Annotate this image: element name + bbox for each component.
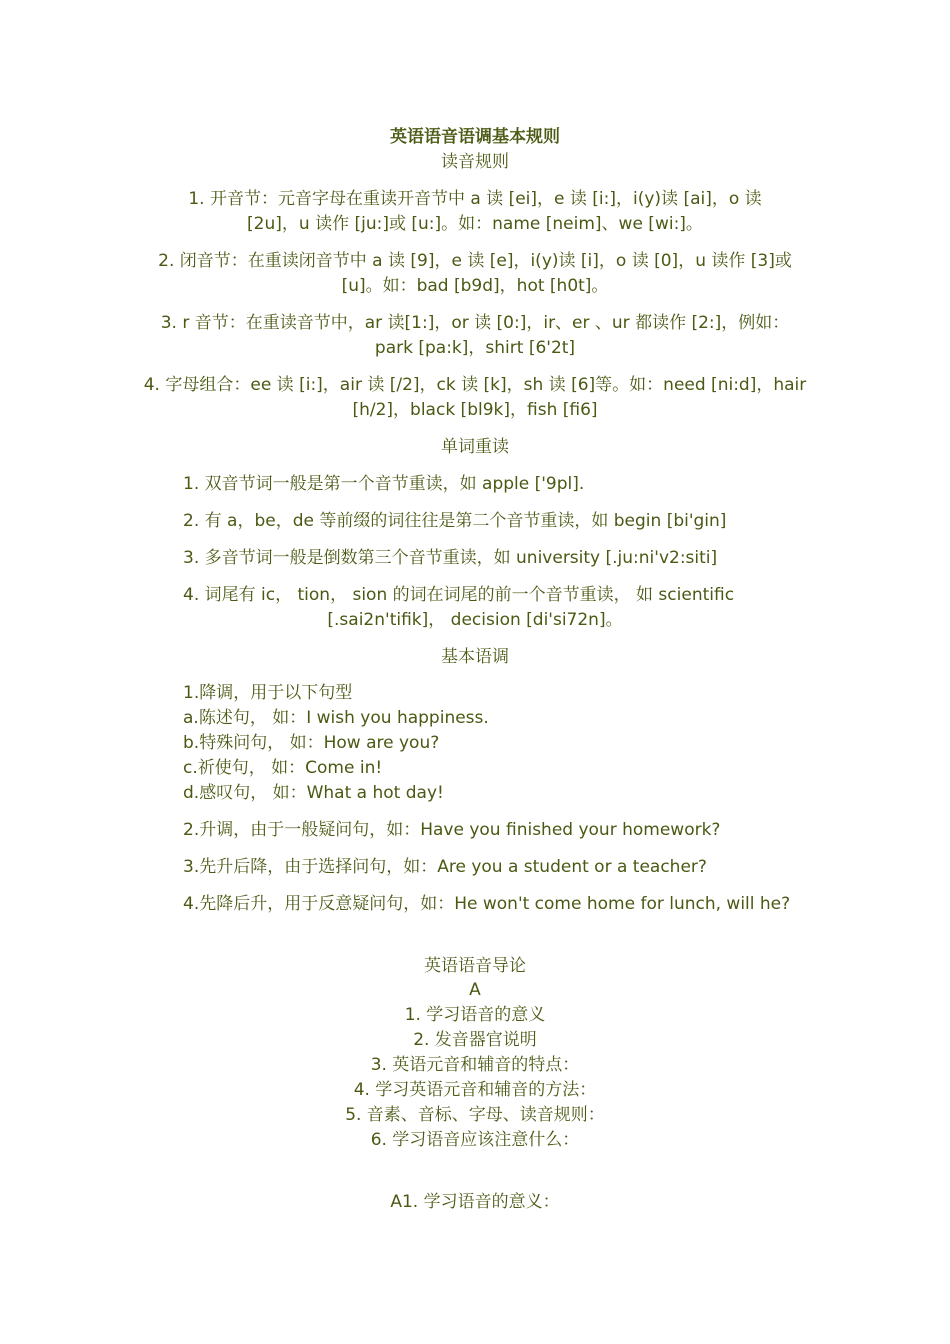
- reading-rule-4-line-1: 4. 字母组合：ee 读 [i:]，air 读 [/2]，ck 读 [k]，sh 读 [6]等。如：need [ni:d]，hair: [143, 375, 807, 395]
- falling-tone-heading: 1.降调，用于以下句型: [183, 683, 353, 703]
- reading-rule-1-line-1: 1. 开音节：元音字母在重读开音节中 a 读 [ei]，e 读 [i:]，i(y)读 [ai]，o 读: [188, 189, 762, 209]
- reading-rule-3-line-1: 3. r 音节：在重读音节中，ar 读[1:]，or 读 [0:]，ir、er 、ur 都读作 [2:]，例如：: [160, 313, 790, 333]
- intro-section-label: A: [469, 980, 481, 1000]
- rise-fall-tone-rule: 3.先升后降，由于选择问句，如：Are you a student or a teacher?: [183, 857, 707, 877]
- word-stress-rule-1: 1. 双音节词一般是第一个音节重读，如 apple ['9pl].: [183, 474, 585, 494]
- reading-rule-4-line-2: [h/2]，black [bl9k]，fish [fi6]: [352, 400, 598, 420]
- falling-tone-item-b: b.特殊问句， 如：How are you?: [183, 733, 440, 753]
- reading-rule-2-line-2: [u]。如：bad [b9d]，hot [h0t]。: [341, 276, 609, 296]
- word-stress-rule-4-line-2: [.sai2n'tifik]， decision [di'si72n]。: [327, 610, 623, 630]
- falling-tone-item-d: d.感叹句， 如：What a hot day!: [183, 783, 444, 803]
- word-stress-rule-2: 2. 有 a，be，de 等前缀的词往往是第二个音节重读，如 begin [bi'gin]: [183, 511, 727, 531]
- falling-tone-item-a: a.陈述句， 如：I wish you happiness.: [183, 708, 489, 728]
- section-heading-word-stress: 单词重读: [441, 437, 509, 457]
- falling-tone-item-c: c.祈使句， 如：Come in!: [183, 758, 383, 778]
- outline-item-3: 3. 英语元音和辅音的特点：: [370, 1055, 580, 1075]
- word-stress-rule-3: 3. 多音节词一般是倒数第三个音节重读，如 university [.ju:ni'v2:siti]: [183, 548, 718, 568]
- intro-heading: 英语语音导论: [424, 956, 526, 976]
- outline-item-2: 2. 发音器官说明: [413, 1030, 537, 1050]
- outline-item-6: 6. 学习语音应该注意什么：: [370, 1130, 580, 1150]
- reading-rule-2-line-1: 2. 闭音节：在重读闭音节中 a 读 [9]，e 读 [e]，i(y)读 [i]，o 读 [0]，u 读作 [3]或: [158, 251, 792, 271]
- word-stress-rule-4-line-1: 4. 词尾有 ic， tion， sion 的词在词尾的前一个音节重读， 如 scientific: [183, 585, 735, 605]
- section-heading-reading-rules: 读音规则: [441, 152, 509, 172]
- document-title: 英语语音语调基本规则: [390, 127, 560, 147]
- reading-rule-1-line-2: [2u]，u 读作 [ju:]或 [u:]。如：name [neim]、we [wi:]。: [247, 214, 703, 234]
- section-heading-intonation: 基本语调: [441, 647, 509, 667]
- reading-rule-3-line-2: park [pa:k]，shirt [6'2t]: [374, 338, 576, 358]
- rising-tone-rule: 2.升调，由于一般疑问句，如：Have you finished your homework?: [183, 820, 721, 840]
- outline-item-4: 4. 学习英语元音和辅音的方法：: [353, 1080, 597, 1100]
- outline-item-1: 1. 学习语音的意义: [404, 1005, 546, 1025]
- subsection-heading-a1: A1. 学习语音的意义：: [390, 1192, 560, 1212]
- outline-item-5: 5. 音素、音标、字母、读音规则：: [345, 1105, 605, 1125]
- fall-rise-tone-rule: 4.先降后升，用于反意疑问句，如：He won't come home for lunch, will he?: [183, 894, 791, 914]
